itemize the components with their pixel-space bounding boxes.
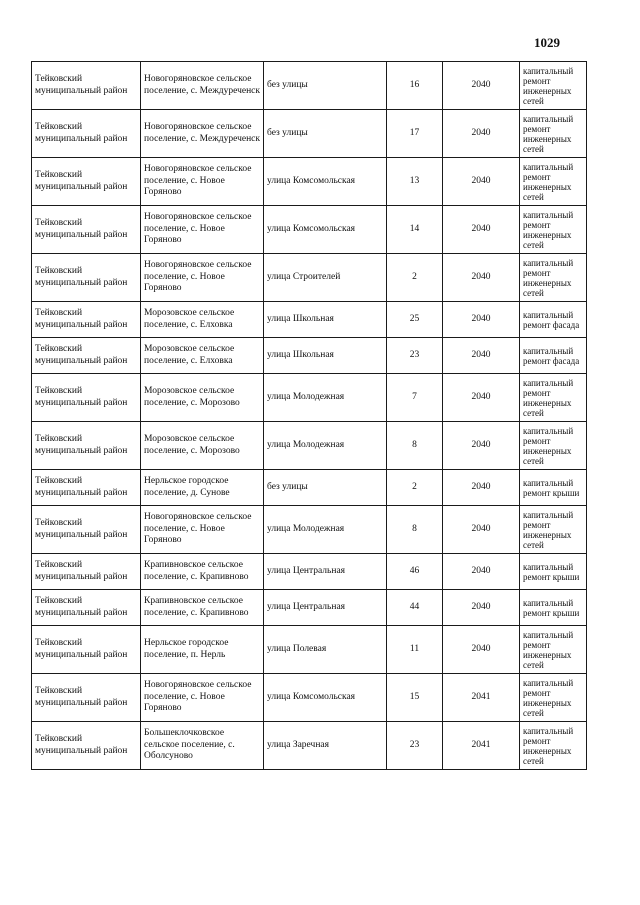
settlement-cell: Новогоряновское сельское поселение, с. Междуреченск: [141, 62, 264, 110]
district-cell: Тейковский муниципальный район: [32, 110, 141, 158]
district-cell: Тейковский муниципальный район: [32, 206, 141, 254]
table-row: [32, 506, 587, 554]
house-number-cell: 2: [387, 470, 443, 506]
street-cell: улица Строителей: [264, 254, 387, 302]
house-number-cell: 44: [387, 590, 443, 626]
house-number-cell: 11: [387, 626, 443, 674]
work-type-cell: капитальный ремонт инженерных сетей: [520, 722, 587, 770]
house-number-cell: 46: [387, 554, 443, 590]
street-cell: улица Школьная: [264, 338, 387, 374]
house-number-cell: 15: [387, 674, 443, 722]
settlement-cell: Новогоряновское сельское поселение, с. Новое Горяново: [141, 206, 264, 254]
work-type-cell: капитальный ремонт инженерных сетей: [520, 674, 587, 722]
settlement-cell: Новогоряновское сельское поселение, с. Новое Горяново: [141, 674, 264, 722]
district-cell: Тейковский муниципальный район: [32, 302, 141, 338]
year-cell: 2040: [443, 554, 520, 590]
year-cell: 2040: [443, 206, 520, 254]
page-number: 1029: [534, 35, 560, 50]
district-cell: Тейковский муниципальный район: [32, 158, 141, 206]
table-row: [32, 206, 587, 254]
street-cell: улица Молодежная: [264, 506, 387, 554]
street-cell: без улицы: [264, 110, 387, 158]
year-cell: 2040: [443, 506, 520, 554]
settlement-cell: Морозовское сельское поселение, с. Елховка: [141, 338, 264, 374]
work-type-cell: капитальный ремонт инженерных сетей: [520, 62, 587, 110]
settlement-cell: Нерльское городское поселение, п. Нерль: [141, 626, 264, 674]
table-row: [32, 470, 587, 506]
settlement-cell: Морозовское сельское поселение, с. Елховка: [141, 302, 264, 338]
repair-schedule-table: [31, 61, 587, 770]
year-cell: 2040: [443, 626, 520, 674]
work-type-cell: капитальный ремонт инженерных сетей: [520, 374, 587, 422]
street-cell: улица Комсомольская: [264, 158, 387, 206]
district-cell: Тейковский муниципальный район: [32, 338, 141, 374]
district-cell: Тейковский муниципальный район: [32, 554, 141, 590]
street-cell: улица Школьная: [264, 302, 387, 338]
house-number-cell: 16: [387, 62, 443, 110]
work-type-cell: капитальный ремонт фасада: [520, 338, 587, 374]
work-type-cell: капитальный ремонт инженерных сетей: [520, 506, 587, 554]
settlement-cell: Новогоряновское сельское поселение, с. Новое Горяново: [141, 254, 264, 302]
house-number-cell: 25: [387, 302, 443, 338]
district-cell: Тейковский муниципальный район: [32, 506, 141, 554]
settlement-cell: Нерльское городское поселение, д. Сунове: [141, 470, 264, 506]
street-cell: улица Молодежная: [264, 374, 387, 422]
district-cell: Тейковский муниципальный район: [32, 62, 141, 110]
house-number-cell: 8: [387, 422, 443, 470]
year-cell: 2040: [443, 302, 520, 338]
table-row: [32, 62, 587, 110]
table-row: [32, 158, 587, 206]
house-number-cell: 23: [387, 338, 443, 374]
table-row: [32, 254, 587, 302]
district-cell: Тейковский муниципальный район: [32, 254, 141, 302]
work-type-cell: капитальный ремонт фасада: [520, 302, 587, 338]
house-number-cell: 13: [387, 158, 443, 206]
house-number-cell: 8: [387, 506, 443, 554]
table-row: [32, 338, 587, 374]
settlement-cell: Морозовское сельское поселение, с. Морозово: [141, 422, 264, 470]
district-cell: Тейковский муниципальный район: [32, 590, 141, 626]
year-cell: 2040: [443, 470, 520, 506]
settlement-cell: Морозовское сельское поселение, с. Морозово: [141, 374, 264, 422]
street-cell: улица Центральная: [264, 590, 387, 626]
street-cell: улица Центральная: [264, 554, 387, 590]
house-number-cell: 23: [387, 722, 443, 770]
year-cell: 2040: [443, 110, 520, 158]
year-cell: 2041: [443, 722, 520, 770]
work-type-cell: капитальный ремонт инженерных сетей: [520, 110, 587, 158]
table-row: [32, 110, 587, 158]
district-cell: Тейковский муниципальный район: [32, 422, 141, 470]
district-cell: Тейковский муниципальный район: [32, 626, 141, 674]
table-row: [32, 374, 587, 422]
street-cell: улица Заречная: [264, 722, 387, 770]
work-type-cell: капитальный ремонт инженерных сетей: [520, 206, 587, 254]
work-type-cell: капитальный ремонт крыши: [520, 554, 587, 590]
settlement-cell: Крапивновское сельское поселение, с. Крапивново: [141, 590, 264, 626]
district-cell: Тейковский муниципальный район: [32, 722, 141, 770]
settlement-cell: Крапивновское сельское поселение, с. Крапивново: [141, 554, 264, 590]
table-row: [32, 674, 587, 722]
table-row: [32, 722, 587, 770]
settlement-cell: Новогоряновское сельское поселение, с. Новое Горяново: [141, 506, 264, 554]
settlement-cell: Большеклочковское сельское поселение, с. Оболсуново: [141, 722, 264, 770]
year-cell: 2040: [443, 374, 520, 422]
house-number-cell: 17: [387, 110, 443, 158]
work-type-cell: капитальный ремонт крыши: [520, 590, 587, 626]
work-type-cell: капитальный ремонт инженерных сетей: [520, 626, 587, 674]
district-cell: Тейковский муниципальный район: [32, 470, 141, 506]
work-type-cell: капитальный ремонт инженерных сетей: [520, 254, 587, 302]
street-cell: улица Молодежная: [264, 422, 387, 470]
street-cell: улица Комсомольская: [264, 206, 387, 254]
table-row: [32, 590, 587, 626]
house-number-cell: 14: [387, 206, 443, 254]
year-cell: 2040: [443, 590, 520, 626]
district-cell: Тейковский муниципальный район: [32, 674, 141, 722]
work-type-cell: капитальный ремонт крыши: [520, 470, 587, 506]
work-type-cell: капитальный ремонт инженерных сетей: [520, 422, 587, 470]
table-row: [32, 554, 587, 590]
district-cell: Тейковский муниципальный район: [32, 374, 141, 422]
street-cell: без улицы: [264, 62, 387, 110]
table-row: [32, 302, 587, 338]
year-cell: 2040: [443, 422, 520, 470]
settlement-cell: Новогоряновское сельское поселение, с. Новое Горяново: [141, 158, 264, 206]
street-cell: улица Комсомольская: [264, 674, 387, 722]
street-cell: без улицы: [264, 470, 387, 506]
year-cell: 2040: [443, 338, 520, 374]
year-cell: 2040: [443, 158, 520, 206]
year-cell: 2041: [443, 674, 520, 722]
table-row: [32, 626, 587, 674]
house-number-cell: 2: [387, 254, 443, 302]
settlement-cell: Новогоряновское сельское поселение, с. Междуреченск: [141, 110, 264, 158]
street-cell: улица Полевая: [264, 626, 387, 674]
house-number-cell: 7: [387, 374, 443, 422]
work-type-cell: капитальный ремонт инженерных сетей: [520, 158, 587, 206]
year-cell: 2040: [443, 62, 520, 110]
year-cell: 2040: [443, 254, 520, 302]
table-row: [32, 422, 587, 470]
